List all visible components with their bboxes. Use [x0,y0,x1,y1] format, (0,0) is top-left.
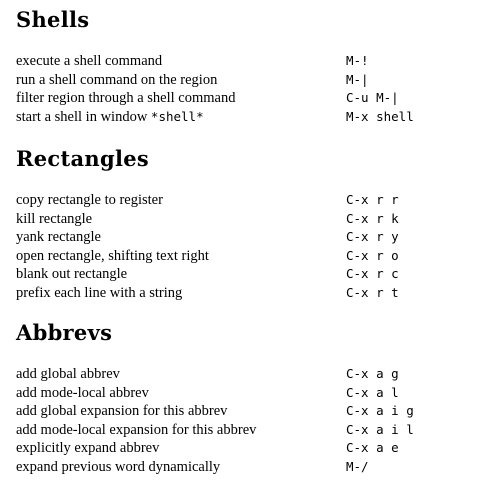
command-description-wrap [16,108,204,127]
section-title-abbrevs: Abbrevs [16,320,113,345]
command-row [16,89,486,108]
command-row [16,210,486,229]
command-description: expand previous word dynamically [16,458,221,475]
command-row [16,402,486,421]
key-binding: M-x shell [346,108,414,124]
command-description: add mode-local abbrev [16,384,149,401]
command-description: add global abbrev [16,366,120,382]
command-row [16,439,486,458]
command-description: execute a shell command [16,53,163,69]
command-row [16,365,486,384]
section-title-rectangles: Rectangles [16,146,150,171]
command-row [16,265,486,284]
command-description: filter region through a shell command [16,90,236,106]
key-binding: M-| [346,71,369,87]
key-binding: C-x r o [346,247,399,263]
command-row [16,52,486,71]
key-binding: C-x r t [346,284,399,300]
command-row [16,284,486,303]
command-description: explicitly expand abbrev [16,440,160,456]
section-abbrevs [16,321,486,476]
command-description: kill rectangle [16,210,93,227]
command-row [16,421,486,440]
key-binding: M-/ [346,458,369,474]
key-binding: C-x a g [346,366,399,381]
command-row [16,191,486,210]
command-description: yank rectangle [16,229,101,245]
key-binding: C-x a e [346,440,399,455]
shells-command-list [16,52,486,126]
command-row [16,458,486,477]
command-description: add mode-local expansion for this abbrev [16,421,257,438]
command-description: start a shell in window [16,108,148,125]
section-rectangles [16,147,486,302]
command-description: run a shell command on the region [16,71,218,88]
command-row [16,71,486,90]
command-description: copy rectangle to register [16,192,163,208]
key-binding: C-u M-| [346,90,399,105]
section-title-shells: Shells [16,7,90,32]
command-row [16,247,486,266]
section-shells [16,8,486,126]
key-binding: C-x a l [346,384,399,400]
key-binding: M-! [346,53,369,68]
command-row [16,384,486,403]
command-row [16,108,486,127]
command-description: add global expansion for this abbrev [16,403,228,419]
key-binding: C-x r r [346,192,399,207]
key-binding: C-x a i g [346,403,414,418]
command-description: open rectangle, shifting text right [16,247,209,264]
key-binding: C-x a i l [346,421,414,437]
command-description: prefix each line with a string [16,284,183,301]
abbrevs-command-list [16,365,486,476]
rectangles-command-list [16,191,486,302]
buffer-name: *shell* [150,108,204,124]
command-row [16,228,486,247]
key-binding: C-x r k [346,210,399,226]
key-binding: C-x r c [346,266,399,281]
key-binding: C-x r y [346,229,399,244]
command-description: blank out rectangle [16,266,128,282]
